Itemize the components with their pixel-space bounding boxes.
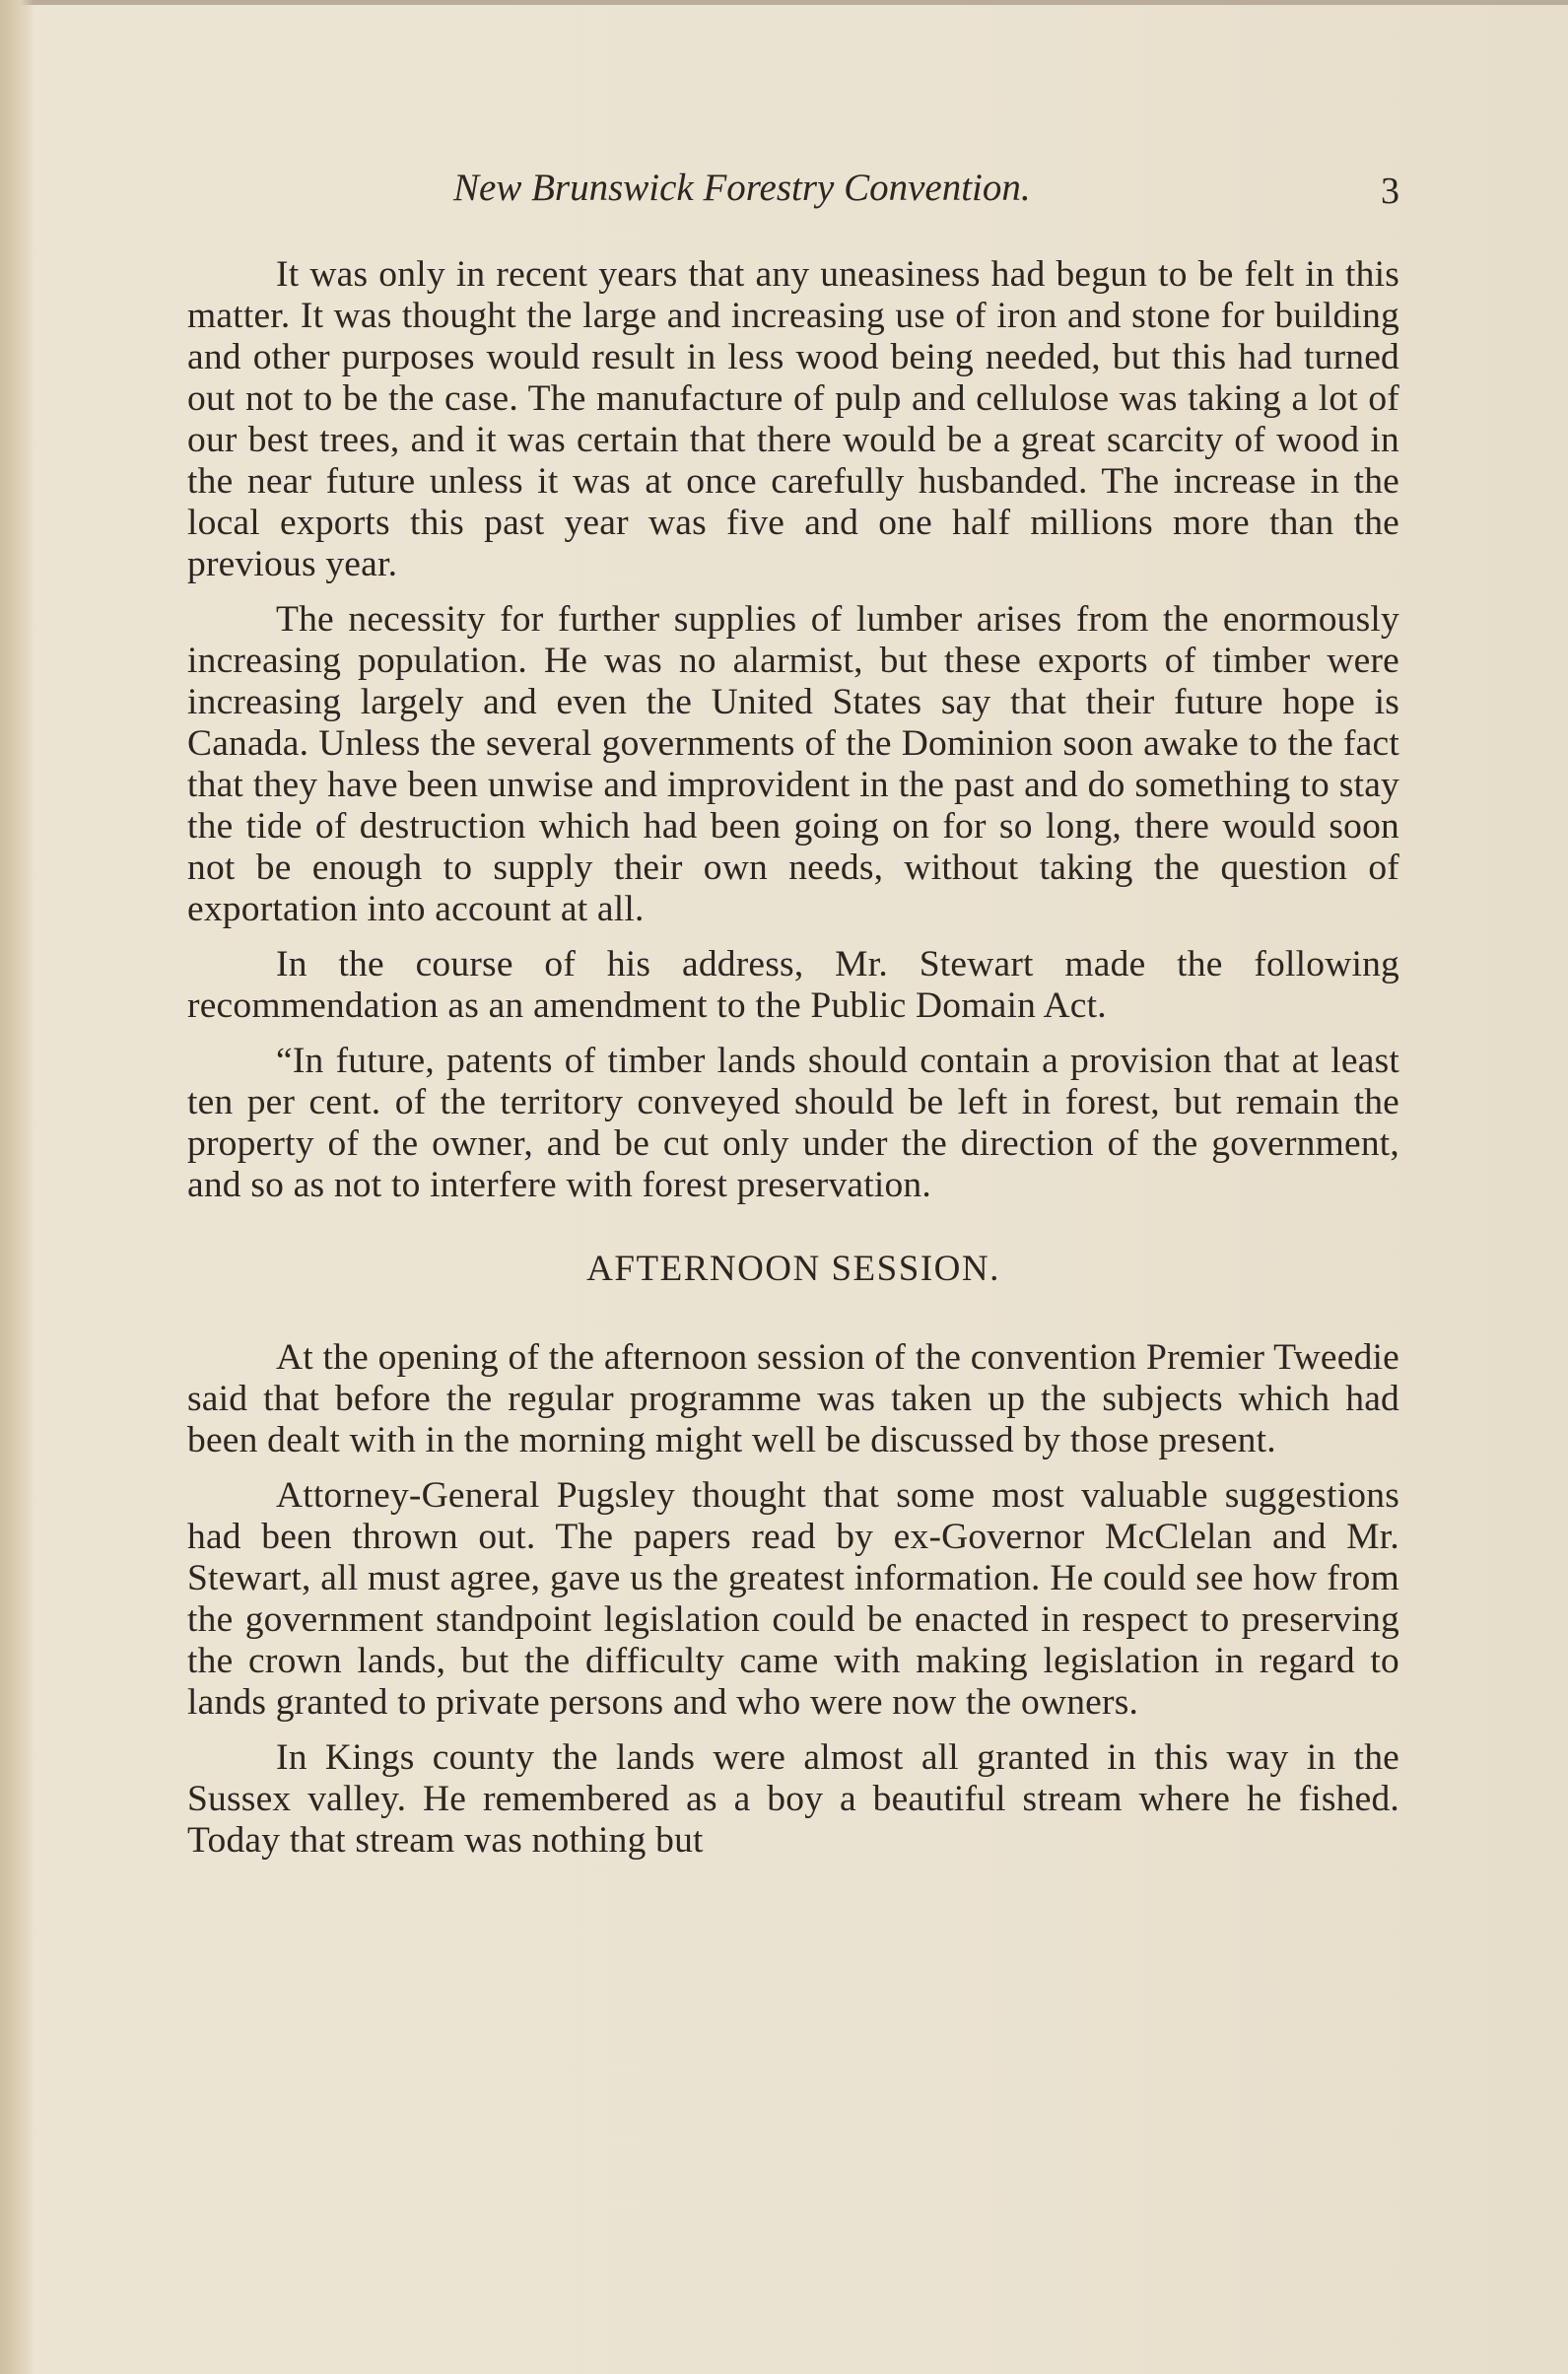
section-heading: AFTERNOON SESSION. (586, 1249, 1000, 1289)
page-body (187, 254, 1399, 1875)
quoted-recommendation: “In future, patents of timber lands should contain a provision that at least ten per cent. of the territory conveyed should be left in forest, but remain the property of the owner, and be cut only under the direction of the government, and so as not to interfere with forest preservation. (187, 1041, 1399, 1205)
paragraph: In Kings county the lands were almost all granted in this way in the Sussex valley. He remembered as a boy a beautiful stream where he fished. Today that stream was nothing but (187, 1737, 1399, 1861)
running-head (177, 166, 1399, 215)
paragraph: Attorney-General Pugsley thought that some most valuable suggestions had been thrown out. The papers read by ex-Governor McClelan and Mr. Stewart, all must agree, gave us the greatest information. He could see how from the government standpoint legislation could be enacted in respect to preserving the crown lands, but the difficulty came with making legislation in regard to lands granted to private persons and who were now the owners. (187, 1475, 1399, 1723)
paragraph: The necessity for further supplies of lumber arises from the enormously increasing population. He was no alarmist, but these exports of timber were increasing largely and even the United States say that their future hope is Canada. Unless the several governments of the Dominion soon awake to the fact that they have been unwise and improvident in the past and do something to stay the tide of destruction which had been going on for so long, there would soon not be enough to supply their own needs, without taking the question of exportation into account at all. (187, 599, 1399, 929)
paragraph: In the course of his address, Mr. Stewart made the following recommendation as an amendment to the Public Domain Act. (187, 944, 1399, 1026)
running-title: New Brunswick Forestry Convention. (453, 167, 1031, 209)
page-top-edge (0, 0, 1568, 5)
page-number: 3 (1381, 170, 1399, 212)
paragraph: It was only in recent years that any uneasiness had begun to be felt in this matter. It was thought the large and increasing use of iron and stone for building and other purposes would result in less wood being needed, but this had turned out not to be the case. The manufacture of pulp and cellulose was taking a lot of our best trees, and it was certain that there would be a great scarcity of wood in the near future unless it was at once carefully husbanded. The increase in the local exports this past year was five and one half millions more than the previous year. (187, 254, 1399, 584)
binding-gutter (0, 0, 34, 2374)
paragraph: At the opening of the afternoon session of the convention Premier Tweedie said that before the regular programme was taken up the subjects which had been dealt with in the morning might well be discussed by those present. (187, 1337, 1399, 1460)
